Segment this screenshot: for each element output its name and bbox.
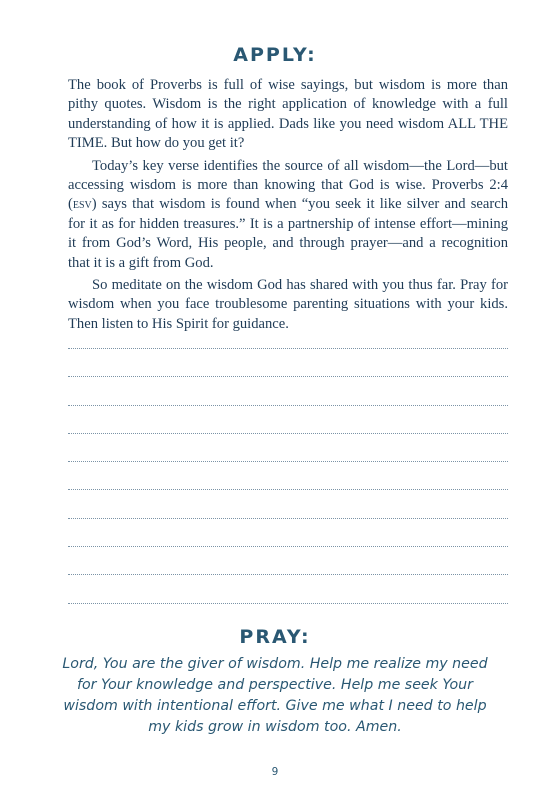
apply-paragraph-1: The book of Proverbs is full of wise sayings, but wisdom is more than pithy quotes. Wisdom is the right application of knowledge with a full understanding of how it is applied. Dads like you need wisdom ALL THE TIME. But how do you get it? (68, 77, 508, 152)
apply-paragraph-2-part-2: ) says that wisdom is found when “you seek it like silver and search for it as for hidden treasures.” It is a partnership of intense effort—mining it from God’s Word, His people, and through prayer—and a recognition that it is a gift from God. (68, 196, 508, 271)
journal-line[interactable] (68, 376, 508, 377)
pray-heading: PRAY: (239, 626, 311, 648)
apply-body (68, 76, 508, 334)
journal-line[interactable] (68, 518, 508, 519)
journal-line[interactable] (68, 489, 508, 490)
journal-line[interactable] (68, 546, 508, 547)
journal-line[interactable] (68, 405, 508, 406)
apply-heading: APPLY: (233, 44, 317, 66)
journal-line[interactable] (68, 461, 508, 462)
journal-line[interactable] (68, 603, 508, 604)
journal-line[interactable] (68, 348, 508, 349)
journal-line[interactable] (68, 574, 508, 575)
page-number: 9 (271, 766, 279, 778)
apply-paragraph-2 (68, 157, 508, 273)
version-abbreviation: esv (72, 196, 92, 213)
prayer-text: Lord, You are the giver of wisdom. Help me realize my need for Your knowledge and perspective. Help me seek Your wisdom with intentional effort. Give me what I need to help my kids grow in wisdom too. Amen. (62, 656, 488, 735)
apply-paragraph-3: So meditate on the wisdom God has shared with you thus far. Pray for wisdom when you face troublesome parenting situations with your kids. Then listen to His Spirit for guidance. (68, 277, 508, 332)
journal-line[interactable] (68, 433, 508, 434)
journal-lines[interactable] (68, 348, 508, 631)
apply-paragraph-2-part-1: Today’s key verse identifies the source of all wisdom—the Lord—but accessing wisdom is more than knowing that God is wise. Proverbs 2:4 ( (68, 157, 508, 213)
